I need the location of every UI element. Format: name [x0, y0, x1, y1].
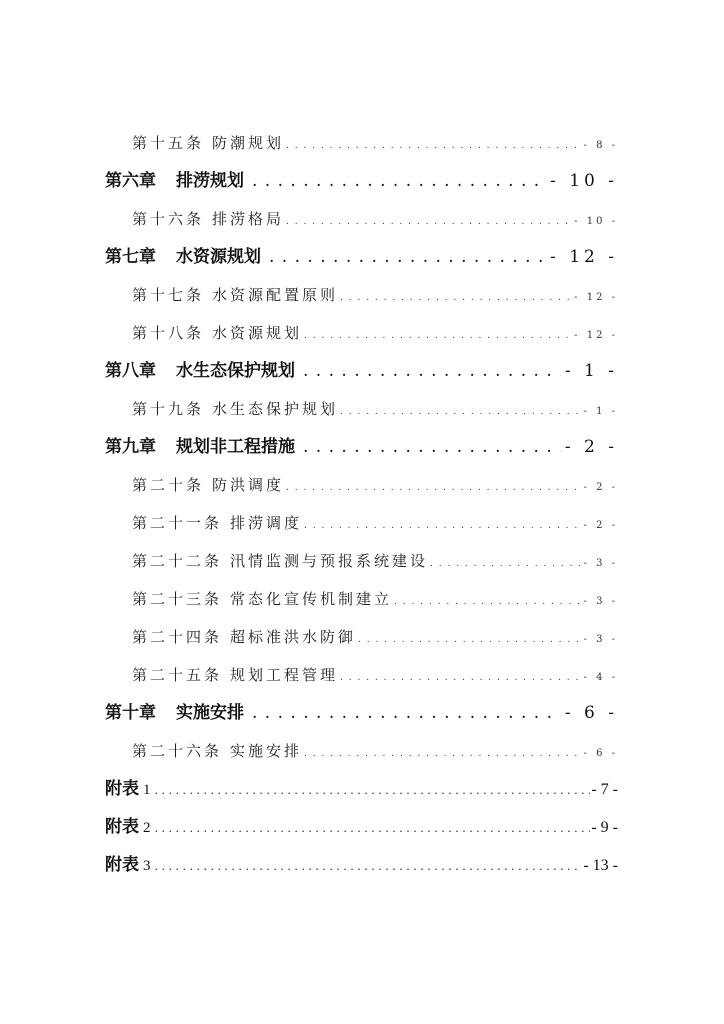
- toc-entry-number: 第九章: [105, 437, 156, 457]
- toc-entry-title: 防潮规划: [212, 134, 285, 152]
- toc-entry-label: [105, 162, 244, 200]
- toc-entry-title: 规划工程管理: [230, 666, 339, 684]
- toc-entry-title: 规划非工程措施: [176, 437, 295, 457]
- toc-entry-article-26[interactable]: [105, 732, 618, 770]
- toc-entry-chapter-7[interactable]: [105, 238, 618, 276]
- toc-entry-article-18[interactable]: [105, 314, 618, 352]
- toc-entry-page: - 6 -: [583, 748, 618, 759]
- dot-leader: [286, 127, 579, 165]
- toc-entry-article-25[interactable]: [105, 656, 618, 694]
- toc-entry-number: 附表: [105, 779, 139, 799]
- toc-entry-label: [132, 618, 356, 656]
- toc-entry-page: - 10 -: [550, 171, 618, 191]
- toc-entry-number: 第十五条: [132, 134, 205, 152]
- toc-entry-article-17[interactable]: [105, 276, 618, 314]
- toc-entry-chapter-10[interactable]: [105, 694, 618, 732]
- dot-leader: [394, 583, 579, 621]
- dot-leader: [340, 393, 579, 431]
- toc-entry-number: 第二十二条: [132, 552, 223, 570]
- toc-entry-label: [105, 428, 295, 466]
- toc-entry-label: [132, 276, 338, 314]
- toc-entry-page: - 12 -: [574, 330, 618, 341]
- toc-entry-title: 汛情监测与预报系统建设: [230, 552, 429, 570]
- toc-entry-page: - 1 -: [564, 361, 618, 381]
- toc-entry-number: 第十八条: [132, 324, 205, 342]
- toc-entry-page: - 1 -: [583, 406, 618, 417]
- toc-entry-title: 水生态保护规划: [212, 400, 339, 418]
- toc-entry-number: 第八章: [105, 361, 156, 381]
- toc-entry-label: [105, 808, 151, 847]
- dot-leader: [340, 279, 570, 317]
- toc-entry-label: [132, 580, 392, 618]
- toc-entry-label: [105, 770, 151, 809]
- toc-entry-article-16[interactable]: [105, 200, 618, 238]
- toc-entry-page: - 12 -: [550, 247, 618, 267]
- toc-entry-title: 排涝规划: [176, 171, 244, 191]
- toc-entry-title: 实施安排: [230, 742, 303, 760]
- toc-entry-number: 第七章: [105, 247, 156, 267]
- toc-entry-article-24[interactable]: [105, 618, 618, 656]
- dot-leader: [155, 810, 591, 848]
- toc-entry-title: 常态化宣传机制建立: [230, 590, 393, 608]
- toc-entry-article-21[interactable]: [105, 504, 618, 542]
- toc-entry-number: 第十六条: [132, 210, 205, 228]
- toc-entry-number: 第十七条: [132, 286, 205, 304]
- toc-entry-label: [105, 694, 244, 732]
- toc-entry-label: [132, 314, 302, 352]
- toc-entry-number: 第二十五条: [132, 666, 223, 684]
- dot-leader: [252, 694, 561, 732]
- toc-entry-label: [132, 732, 302, 770]
- toc-entry-number: 第十章: [105, 703, 156, 723]
- dot-leader: [430, 545, 579, 583]
- toc-entry-label: [105, 846, 151, 885]
- toc-entry-chapter-8[interactable]: [105, 352, 618, 390]
- toc-entry-title: 3: [143, 858, 151, 874]
- dot-leader: [269, 238, 546, 276]
- dot-leader: [286, 203, 570, 241]
- toc-entry-label: [132, 200, 284, 238]
- toc-entry-page: - 12 -: [574, 292, 618, 303]
- dot-leader: [304, 317, 570, 355]
- toc-entry-chapter-6[interactable]: [105, 162, 618, 200]
- toc-entry-label: [105, 238, 261, 276]
- dot-leader: [252, 162, 546, 200]
- toc-entry-page: - 6 -: [564, 703, 618, 723]
- toc-entry-number: 第二十六条: [132, 742, 223, 760]
- toc-entry-article-20[interactable]: [105, 466, 618, 504]
- dot-leader: [304, 735, 579, 773]
- toc-entry-label: [105, 352, 295, 390]
- toc-entry-label: [132, 504, 302, 542]
- toc-entry-number: 第十九条: [132, 400, 205, 418]
- toc-entry-chapter-9[interactable]: [105, 428, 618, 466]
- toc-entry-title: 1: [143, 782, 151, 798]
- toc-entry-number: 第六章: [105, 171, 156, 191]
- toc-entry-title: 水资源规划: [176, 247, 261, 267]
- toc-entry-number: 附表: [105, 855, 139, 875]
- toc-entry-title: 2: [143, 820, 151, 836]
- toc-entry-page: - 7 -: [591, 781, 618, 798]
- toc-entry-title: 防洪调度: [212, 476, 285, 494]
- toc-entry-title: 超标准洪水防御: [230, 628, 357, 646]
- toc-entry-page: - 2 -: [583, 482, 618, 493]
- toc-entry-title: 排涝调度: [230, 514, 303, 532]
- toc-entry-appendix-1[interactable]: [105, 770, 618, 808]
- toc-entry-title: 排涝格局: [212, 210, 285, 228]
- toc-entry-title: 水生态保护规划: [176, 361, 295, 381]
- dot-leader: [155, 848, 583, 886]
- dot-leader: [286, 469, 579, 507]
- toc-entry-number: 第二十条: [132, 476, 205, 494]
- toc-entry-page: - 9 -: [591, 819, 618, 836]
- toc-entry-label: [132, 124, 284, 162]
- toc-entry-label: [132, 466, 284, 504]
- toc-entry-page: - 8 -: [583, 140, 618, 151]
- toc-entry-number: 第二十三条: [132, 590, 223, 608]
- toc-entry-page: - 3 -: [583, 634, 618, 645]
- toc-entry-label: [132, 656, 338, 694]
- toc-entry-number: 第二十四条: [132, 628, 223, 646]
- toc-entry-number: 附表: [105, 817, 139, 837]
- toc-entry-number: 第二十一条: [132, 514, 223, 532]
- toc-entry-title: 水资源配置原则: [212, 286, 339, 304]
- toc-entry-title: 实施安排: [176, 703, 244, 723]
- toc-entry-label: [132, 542, 428, 580]
- toc-entry-page: - 2 -: [564, 437, 618, 457]
- dot-leader: [155, 772, 591, 810]
- toc-entry-page: - 4 -: [583, 672, 618, 683]
- dot-leader: [303, 428, 561, 466]
- dot-leader: [340, 659, 579, 697]
- toc-entry-page: - 3 -: [583, 596, 618, 607]
- toc-entry-article-15[interactable]: [105, 124, 618, 162]
- dot-leader: [358, 621, 579, 659]
- toc-entry-article-22[interactable]: [105, 542, 618, 580]
- toc-entry-page: - 13 -: [583, 857, 618, 874]
- toc-entry-article-23[interactable]: [105, 580, 618, 618]
- toc-entry-page: - 10 -: [574, 216, 618, 227]
- toc-entry-label: [132, 390, 338, 428]
- dot-leader: [303, 352, 561, 390]
- toc-entry-title: 水资源规划: [212, 324, 303, 342]
- toc-entry-page: - 3 -: [583, 558, 618, 569]
- toc-entry-article-19[interactable]: [105, 390, 618, 428]
- dot-leader: [304, 507, 579, 545]
- table-of-contents: [105, 124, 618, 884]
- toc-entry-page: - 2 -: [583, 520, 618, 531]
- toc-entry-appendix-2[interactable]: [105, 808, 618, 846]
- toc-entry-appendix-3[interactable]: [105, 846, 618, 884]
